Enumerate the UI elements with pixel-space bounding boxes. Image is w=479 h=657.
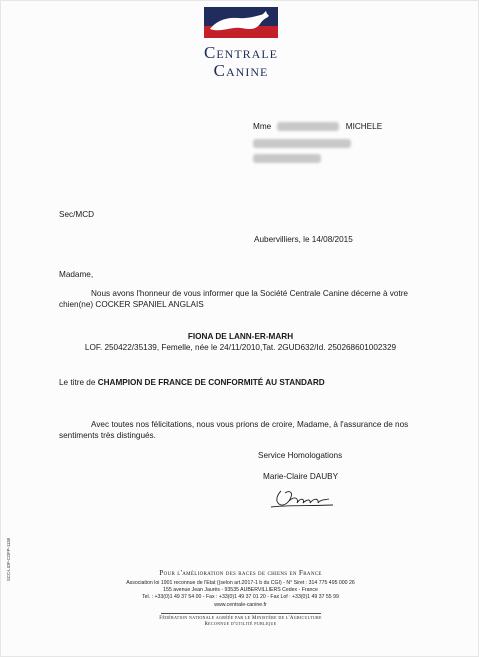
centrale-canine-logo xyxy=(204,7,278,38)
footer-tagline: Pour l'amélioration des races de chiens en France xyxy=(159,568,322,577)
reference-code: Sec/MCD xyxy=(59,210,95,219)
logo-text-centrale: Centrale xyxy=(204,43,278,62)
title-name: CHAMPION DE FRANCE DE CONFORMITÉ AU STANDARD xyxy=(97,378,325,387)
redacted-address xyxy=(253,139,351,163)
date-line: Aubervilliers, le 14/08/2015 xyxy=(254,235,353,244)
title-line xyxy=(59,377,325,388)
handwritten-signature xyxy=(263,485,343,513)
recipient-salutation: Mme xyxy=(253,122,272,131)
footer-public-utility: Reconnue d'utilité publique xyxy=(204,622,277,627)
dog-silhouette-icon xyxy=(204,7,278,38)
title-prefix: Le titre de xyxy=(59,378,96,387)
footer-divider xyxy=(161,613,321,614)
side-document-code: SCC-LIOF-COFP-1138 xyxy=(6,538,11,581)
redacted-first-name xyxy=(277,122,339,131)
footer-line-3: Tel. : +33(0)1 49 37 54 00 - Fax : +33(0)1 49 37 01 20 - Fax Lof : +33(0)1 49 37 55 99 xyxy=(142,594,339,600)
closing-line-2: sentiments très distingués. xyxy=(59,431,156,440)
footer-line-2: 155 avenue Jean Jaurès - 93535 AUBERVILLIERS Cedex - France xyxy=(163,587,318,593)
logo-text-canine: Canine xyxy=(213,61,269,80)
body-paragraph-1-line-2: chien(ne) COCKER SPANIEL ANGLAIS xyxy=(59,300,204,309)
body-paragraph-1-line-1: Nous avons l'honneur de vous informer que la Société Centrale Canine décerne à votre xyxy=(91,289,408,298)
footer-federation: Fédération nationale agréée par le Ministère de l'Agriculture xyxy=(159,616,322,621)
dog-details: LOF. 250422/35139, Femelle, née le 24/11/2010,Tat. 2GUD632/Id. 250268601002329 xyxy=(84,343,397,352)
closing-line-1: Avec toutes nos félicitations, nous vous prions de croire, Madame, à l'assurance de nos xyxy=(91,420,409,429)
greeting: Madame, xyxy=(59,270,94,279)
footer-line-1: Association loi 1901 reconnue de l'Etat ((selon art.2017-1 b du CGI) - N° Siret : 314 775 495 000 26 xyxy=(126,580,355,586)
recipient-line xyxy=(253,121,382,132)
signature-name: Marie-Claire DAUBY xyxy=(263,472,339,481)
dog-name: FIONA DE LANN-ER-MARH xyxy=(187,332,294,341)
signature-service: Service Homologations xyxy=(258,451,343,460)
recipient-last-name: MICHELE xyxy=(345,122,383,131)
footer-website: www.centrale-canine.fr xyxy=(214,602,267,608)
